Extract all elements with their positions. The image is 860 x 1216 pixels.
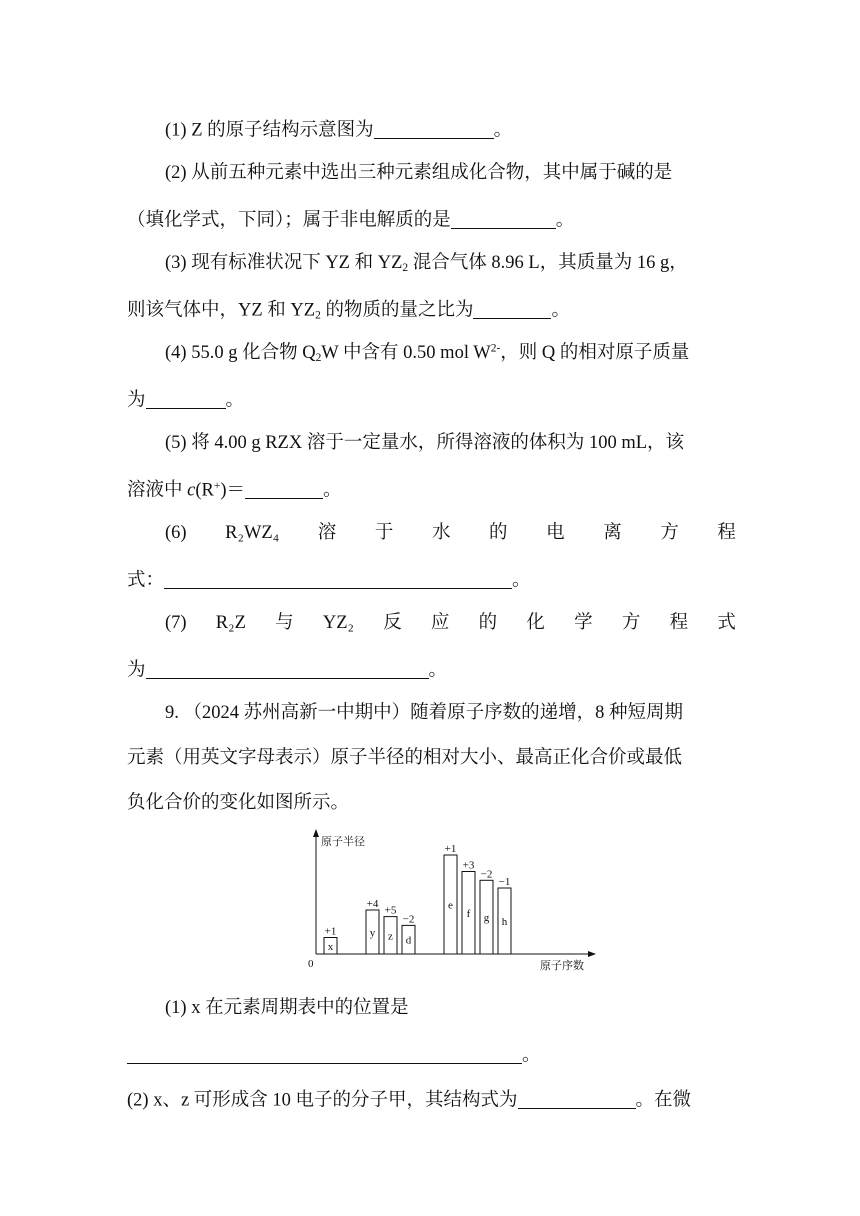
- y-axis-arrow: [313, 829, 319, 837]
- y-axis-label: 原子半径: [321, 836, 365, 848]
- bar-label-z: z: [388, 930, 393, 943]
- valence-label-f: +3: [462, 859, 475, 872]
- valence-label-g: −2: [480, 868, 493, 881]
- q8-part3-line1: (3) 现有标准状况下 YZ 和 $YZ_2$ 混合气体 8.96 L，其质量为 16 g，: [165, 253, 688, 274]
- q9-intro-line3: 负化合价的变化如图所示。: [127, 793, 350, 813]
- q8-part6-line1: (6) R₂WZ₄ 溶 于 水 的 电 离 方 程: [165, 523, 736, 543]
- q8-part4-line1: (4) 55.0 g 化合物 $Q_2W$ 中含有 0.50 mol $W^{2-}$，则 Q 的相对原子质量: [165, 342, 690, 364]
- answer-blank[interactable]: [473, 299, 551, 319]
- q9-part1-line1: (1) x 在元素周期表中的位置是: [165, 998, 409, 1018]
- answer-blank[interactable]: [146, 659, 429, 679]
- q9-part2-line1: (2) x、z 可形成含 10 电子的分子甲，其结构式为 。在微: [127, 1090, 692, 1111]
- q8-part7-line2: 为 。: [127, 660, 448, 681]
- answer-blank[interactable]: [374, 119, 494, 139]
- q8-part7-line1: (7) R₂Z 与 YZ₂ 反 应 的 化 学 方 程 式: [165, 613, 736, 633]
- answer-blank[interactable]: [146, 389, 226, 409]
- answer-blank[interactable]: [164, 569, 512, 589]
- bar-label-x: x: [327, 940, 334, 953]
- valence-label-x: +1: [324, 925, 337, 938]
- q8-part2-line1: (2) 从前五种元素中选出三种元素组成化合物，其中属于碱的是: [165, 163, 673, 183]
- x-axis-label: 原子序数: [540, 960, 584, 972]
- answer-blank[interactable]: [127, 1044, 522, 1064]
- bar-label-e: e: [448, 899, 453, 912]
- atomic-radius-chart: [300, 826, 600, 976]
- q8-part5-line2: 溶液中 c(R+)＝ 。: [127, 480, 342, 501]
- valence-label-h: −1: [498, 876, 511, 888]
- bar-label-g: g: [483, 912, 490, 925]
- bar-label-f: f: [466, 907, 471, 920]
- q8-part3-line2: 则该气体中，YZ 和 $YZ_2$ 的物质的量之比为 。: [127, 300, 570, 322]
- q8-part4-line2: 为 。: [127, 390, 245, 411]
- q8-part5-line1: (5) 将 4.00 g RZX 溶于一定量水，所得溶液的体积为 100 mL，该: [165, 433, 685, 453]
- answer-blank[interactable]: [451, 209, 556, 229]
- answer-blank[interactable]: [245, 479, 323, 499]
- q9-part1-line2: 。: [127, 1044, 736, 1065]
- valence-label-y: +4: [366, 898, 379, 910]
- bar-label-d: d: [405, 934, 412, 947]
- origin-label: 0: [308, 958, 314, 970]
- q8-part2-line2: （填化学式，下同）；属于非电解质的是 。: [127, 210, 575, 231]
- valence-label-e: +1: [444, 843, 457, 855]
- answer-blank[interactable]: [518, 1089, 636, 1109]
- bar-label-y: y: [369, 927, 376, 939]
- q8-part1: (1) Z 的原子结构示意图为 。: [165, 120, 513, 141]
- valence-label-d: −2: [402, 913, 415, 926]
- x-axis-arrow: [588, 951, 596, 957]
- bar-label-h: h: [501, 916, 508, 928]
- q8-part6-line2: 式： 。: [127, 570, 531, 591]
- q9-intro-line1: 9. （2024 苏州高新一中期中）随着原子序数的递增，8 种短周期: [165, 703, 684, 723]
- valence-label-z: +5: [384, 904, 397, 917]
- q9-intro-line2: 元素（用英文字母表示）原子半径的相对大小、最高正化合价或最低: [127, 748, 683, 768]
